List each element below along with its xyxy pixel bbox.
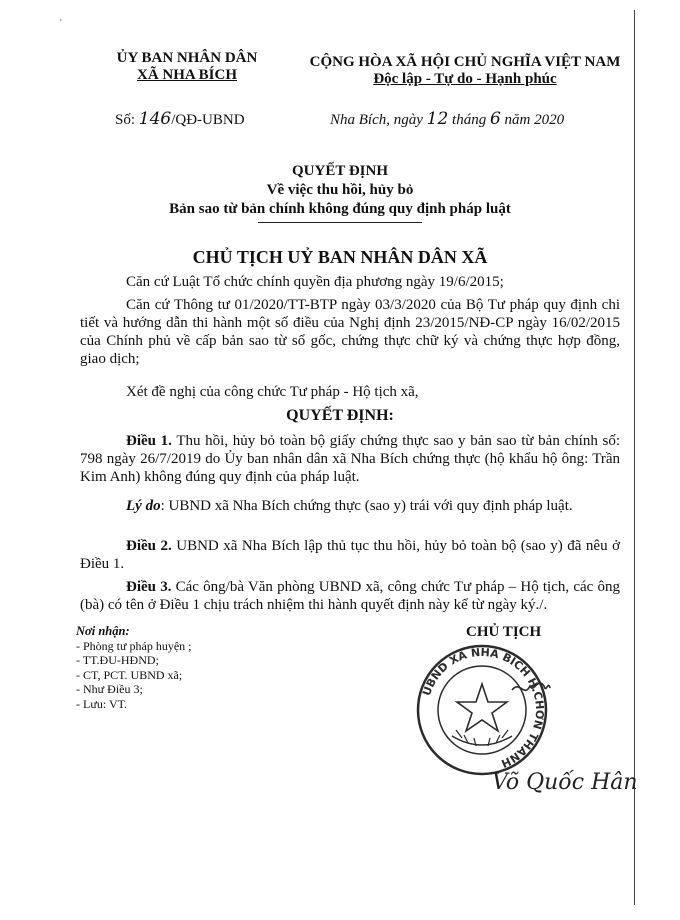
national-motto: [300, 54, 630, 88]
article-1-reason: Lý do: UBND xã Nha Bích chứng thực (sao y) trái với quy định pháp luật.: [126, 498, 573, 514]
title-divider: [258, 222, 422, 223]
svg-text:UBND XÃ NHA BÍCH H.CHƠN THÀNH: UBND XÃ NHA BÍCH H.CHƠN THÀNH: [420, 645, 547, 771]
recipient-item: - Như Điều 3;: [76, 682, 143, 696]
article-2: Điều 2. UBND xã Nha Bích lập thủ tục thu hồi, hủy bỏ toàn bộ (sao y) đã nêu ở Điều 1.: [80, 538, 620, 572]
scan-speck: ': [60, 18, 62, 29]
handwritten-number: 146: [138, 109, 172, 129]
legal-basis-2: Căn cứ Thông tư 01/2020/TT-BTP ngày 03/3/2020 của Bộ Tư pháp quy định chi tiết và hướng dẫn thi hành một số điều của Nghị định 23/2015/NĐ-CP ngày 16/02/2015 của Chính phủ về cấp bản sao từ sổ gốc, chứng thực chữ ký và chứng thực hợp đồng, giao dịch;: [80, 297, 620, 367]
handwritten-month: 6: [489, 109, 501, 129]
handwritten-day: 12: [426, 109, 449, 129]
document-number: Số: 146/QĐ-UBND: [115, 109, 245, 129]
legal-basis-3: Xét đề nghị của công chức Tư pháp - Hộ tịch xã,: [126, 384, 419, 400]
recipients-label: Nơi nhận:: [76, 624, 130, 638]
legal-basis-1: Căn cứ Luật Tổ chức chính quyền địa phương ngày 19/6/2015;: [126, 274, 504, 290]
org-line-2: XÃ NHA BÍCH: [136, 67, 237, 83]
recipient-item: - Phòng tư pháp huyện ;: [76, 638, 192, 653]
country-name: CỘNG HÒA XÃ HỘI CHỦ NGHĨA VIỆT NAM: [309, 54, 621, 70]
recipient-item: - CT, PCT. UBND xã;: [76, 667, 183, 682]
recipient-item: - TT.ĐU-HĐND;: [76, 653, 159, 667]
signer-title: CHỦ TỊCH: [466, 624, 542, 640]
recipient-item: - Lưu: VT.: [76, 696, 128, 711]
document-type-heading: QUYẾT ĐỊNH: [292, 163, 388, 179]
subject-line-1: Về việc thu hồi, hủy bỏ: [266, 182, 414, 198]
document-date: Nha Bích, ngày 12 tháng 6 năm 2020: [330, 109, 565, 129]
recipients-list: [76, 624, 192, 711]
issuing-organization: [92, 50, 282, 84]
subject-line-2: Bản sao từ bản chính không đúng quy định pháp luật: [169, 201, 511, 217]
article-1: Điều 1. Thu hồi, hủy bỏ toàn bộ giấy chứng thực sao y bản sao từ bản chính số: 798 ngày 26/7/2019 do Ủy ban nhân dân xã Nha Bích chứng thực (hộ khẩu hộ ông: Trần Kim Anh) không đúng quy định của pháp luật.: [80, 433, 621, 485]
authority-heading: CHỦ TỊCH UỶ BAN NHÂN DÂN XÃ: [192, 247, 488, 267]
signer-name: Võ Quốc Hân: [492, 770, 638, 795]
decides-heading: QUYẾT ĐỊNH:: [286, 407, 394, 424]
motto: Độc lập - Tự do - Hạnh phúc: [373, 71, 557, 87]
article-3: Điều 3. Các ông/bà Văn phòng UBND xã, công chức Tư pháp – Hộ tịch, các ông (bà) có tên ở Điều 1 chịu trách nhiệm thi hành quyết định này kể từ ngày ký./.: [80, 579, 621, 613]
official-seal-icon: [412, 640, 552, 780]
org-line-1: ỦY BAN NHÂN DÂN: [116, 50, 258, 66]
